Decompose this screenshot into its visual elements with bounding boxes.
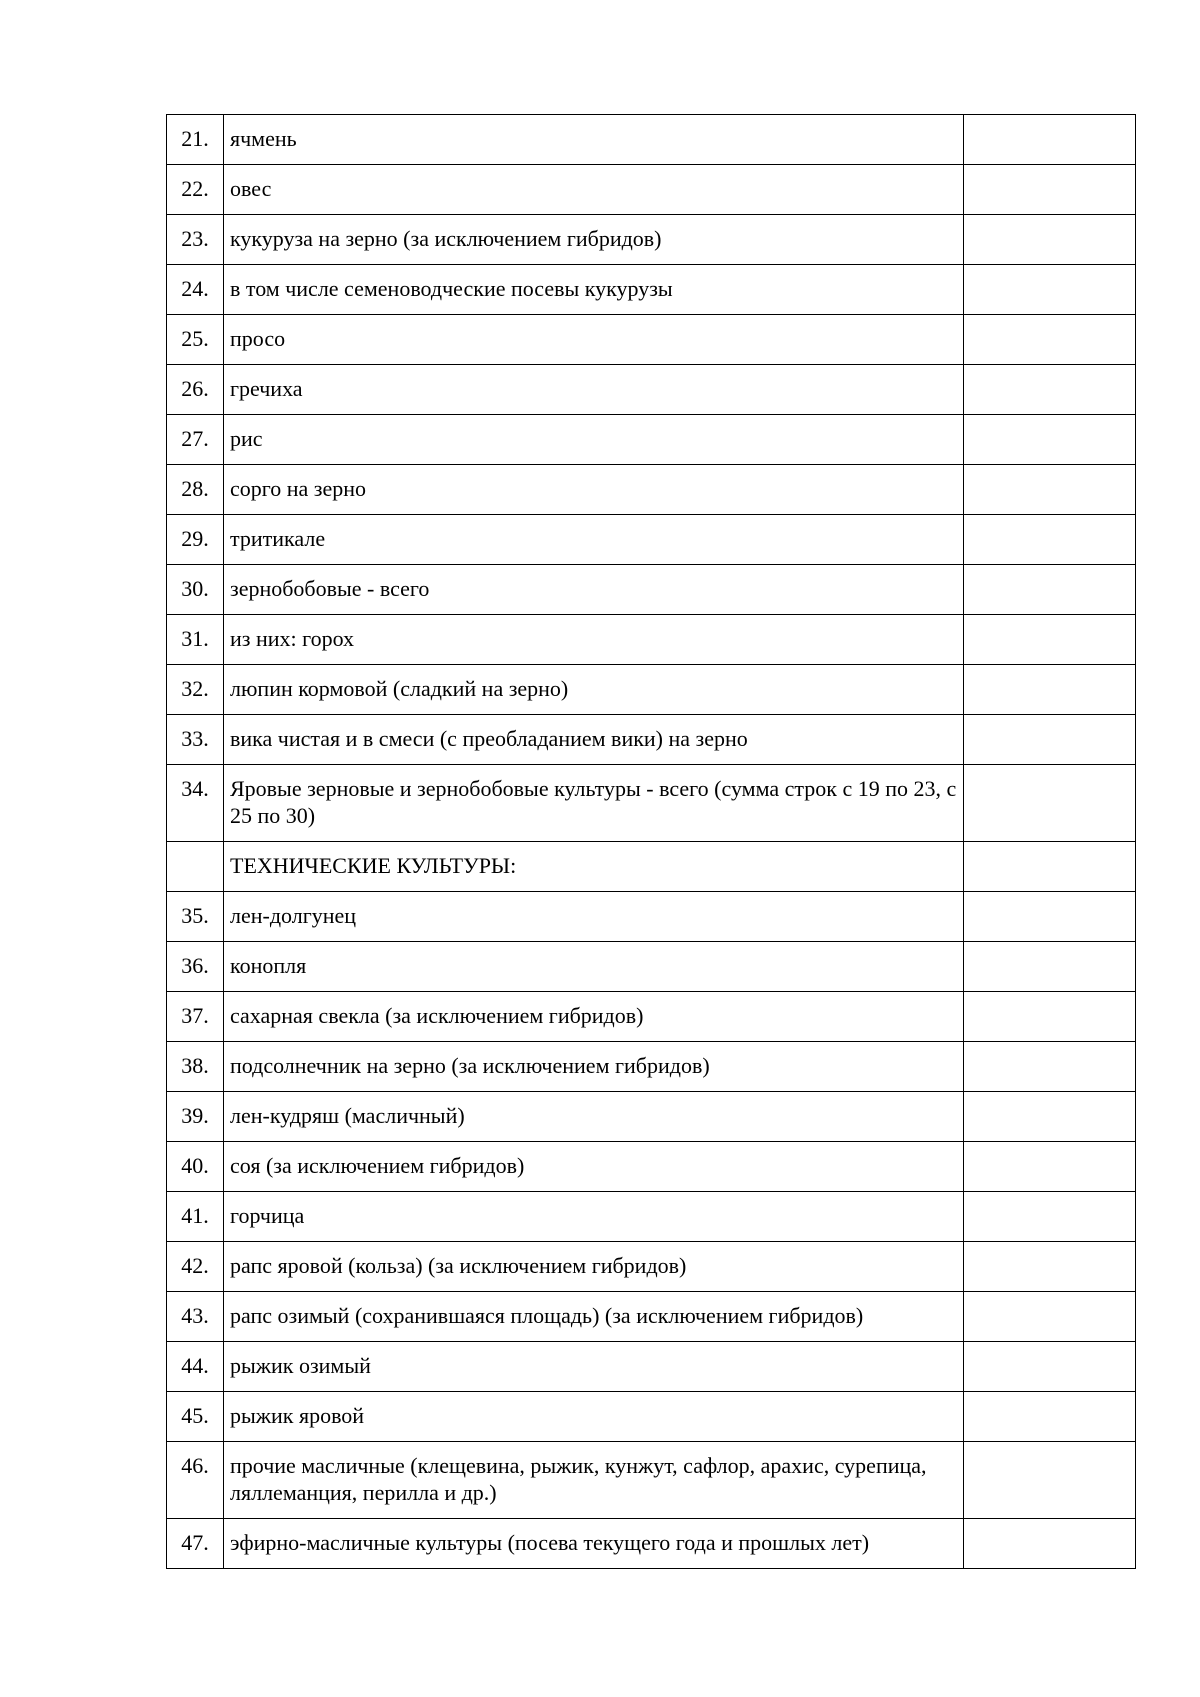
value-cell [964, 1292, 1136, 1342]
table-row [167, 365, 1136, 415]
table-row [167, 715, 1136, 765]
table-row [167, 265, 1136, 315]
crop-name: сахарная свекла (за исключением гибридов) [224, 992, 964, 1042]
row-number: 47. [167, 1519, 224, 1569]
table-row [167, 615, 1136, 665]
value-cell [964, 615, 1136, 665]
row-number: 25. [167, 315, 224, 365]
table-row [167, 892, 1136, 942]
table-row [167, 1342, 1136, 1392]
table-row [167, 115, 1136, 165]
crop-name: ячмень [224, 115, 964, 165]
table-row [167, 765, 1136, 842]
table-row [167, 565, 1136, 615]
row-number: 21. [167, 115, 224, 165]
crop-name: рыжик озимый [224, 1342, 964, 1392]
row-number: 42. [167, 1242, 224, 1292]
crop-name: вика чистая и в смеси (с преобладанием вики) на зерно [224, 715, 964, 765]
value-cell [964, 165, 1136, 215]
table-row [167, 315, 1136, 365]
row-number: 29. [167, 515, 224, 565]
value-cell [964, 992, 1136, 1042]
table-row [167, 1092, 1136, 1142]
table-row [167, 465, 1136, 515]
crop-name: овес [224, 165, 964, 215]
row-number: 45. [167, 1392, 224, 1442]
crop-name: рапс озимый (сохранившаяся площадь) (за исключением гибридов) [224, 1292, 964, 1342]
row-number: 46. [167, 1442, 224, 1519]
row-number: 27. [167, 415, 224, 465]
table-row [167, 665, 1136, 715]
row-number: 34. [167, 765, 224, 842]
row-number: 39. [167, 1092, 224, 1142]
table-row [167, 1442, 1136, 1519]
value-cell [964, 1142, 1136, 1192]
crop-name: тритикале [224, 515, 964, 565]
value-cell [964, 265, 1136, 315]
crop-name: рыжик яровой [224, 1392, 964, 1442]
row-number: 26. [167, 365, 224, 415]
crop-name: рапс яровой (кольза) (за исключением гибридов) [224, 1242, 964, 1292]
value-cell [964, 942, 1136, 992]
value-cell [964, 1042, 1136, 1092]
table-row [167, 1192, 1136, 1242]
crop-name: Яровые зерновые и зернобобовые культуры - всего (сумма строк с 19 по 23, с 25 по 30) [224, 765, 964, 842]
value-cell [964, 665, 1136, 715]
crop-name: конопля [224, 942, 964, 992]
section-heading: ТЕХНИЧЕСКИЕ КУЛЬТУРЫ: [224, 842, 964, 892]
crop-name: горчица [224, 1192, 964, 1242]
row-number: 38. [167, 1042, 224, 1092]
value-cell [964, 565, 1136, 615]
crop-name: кукуруза на зерно (за исключением гибридов) [224, 215, 964, 265]
row-number: 37. [167, 992, 224, 1042]
row-number: 41. [167, 1192, 224, 1242]
value-cell [964, 115, 1136, 165]
value-cell [964, 765, 1136, 842]
table-row [167, 215, 1136, 265]
value-cell [964, 1519, 1136, 1569]
crop-name: сорго на зерно [224, 465, 964, 515]
table-row [167, 1042, 1136, 1092]
value-cell [964, 1342, 1136, 1392]
row-number: 43. [167, 1292, 224, 1342]
row-number: 36. [167, 942, 224, 992]
crop-name: соя (за исключением гибридов) [224, 1142, 964, 1192]
section-header-row [167, 842, 1136, 892]
crop-name: лен-долгунец [224, 892, 964, 942]
row-number: 22. [167, 165, 224, 215]
table-row [167, 1519, 1136, 1569]
table-row [167, 165, 1136, 215]
crop-name: зернобобовые - всего [224, 565, 964, 615]
value-cell [964, 365, 1136, 415]
crop-name: подсолнечник на зерно (за исключением гибридов) [224, 1042, 964, 1092]
row-number: 33. [167, 715, 224, 765]
row-number: 40. [167, 1142, 224, 1192]
value-cell [964, 1092, 1136, 1142]
crop-name: рис [224, 415, 964, 465]
crop-name: гречиха [224, 365, 964, 415]
value-cell [964, 1192, 1136, 1242]
value-cell [964, 715, 1136, 765]
table-row [167, 1392, 1136, 1442]
value-cell [964, 515, 1136, 565]
value-cell [964, 1242, 1136, 1292]
value-cell [964, 1442, 1136, 1519]
table-row [167, 415, 1136, 465]
table-row [167, 992, 1136, 1042]
value-cell [964, 892, 1136, 942]
value-cell [964, 415, 1136, 465]
crop-name: просо [224, 315, 964, 365]
crops-table [166, 114, 1136, 1569]
table-row [167, 1242, 1136, 1292]
value-cell [964, 315, 1136, 365]
row-number: 24. [167, 265, 224, 315]
crop-name: прочие масличные (клещевина, рыжик, кунжут, сафлор, арахис, сурепица, ляллеманция, перилла и др.) [224, 1442, 964, 1519]
crop-name: лен-кудряш (масличный) [224, 1092, 964, 1142]
crop-name: люпин кормовой (сладкий на зерно) [224, 665, 964, 715]
row-number: 30. [167, 565, 224, 615]
row-number: 31. [167, 615, 224, 665]
row-number [167, 842, 224, 892]
row-number: 23. [167, 215, 224, 265]
row-number: 44. [167, 1342, 224, 1392]
value-cell [964, 842, 1136, 892]
crop-name: в том числе семеноводческие посевы кукурузы [224, 265, 964, 315]
row-number: 35. [167, 892, 224, 942]
crop-name: из них: горох [224, 615, 964, 665]
value-cell [964, 1392, 1136, 1442]
row-number: 32. [167, 665, 224, 715]
row-number: 28. [167, 465, 224, 515]
table-row [167, 1292, 1136, 1342]
table-row [167, 942, 1136, 992]
value-cell [964, 215, 1136, 265]
value-cell [964, 465, 1136, 515]
crop-name: эфирно-масличные культуры (посева текущего года и прошлых лет) [224, 1519, 964, 1569]
table-row [167, 1142, 1136, 1192]
table-row [167, 515, 1136, 565]
